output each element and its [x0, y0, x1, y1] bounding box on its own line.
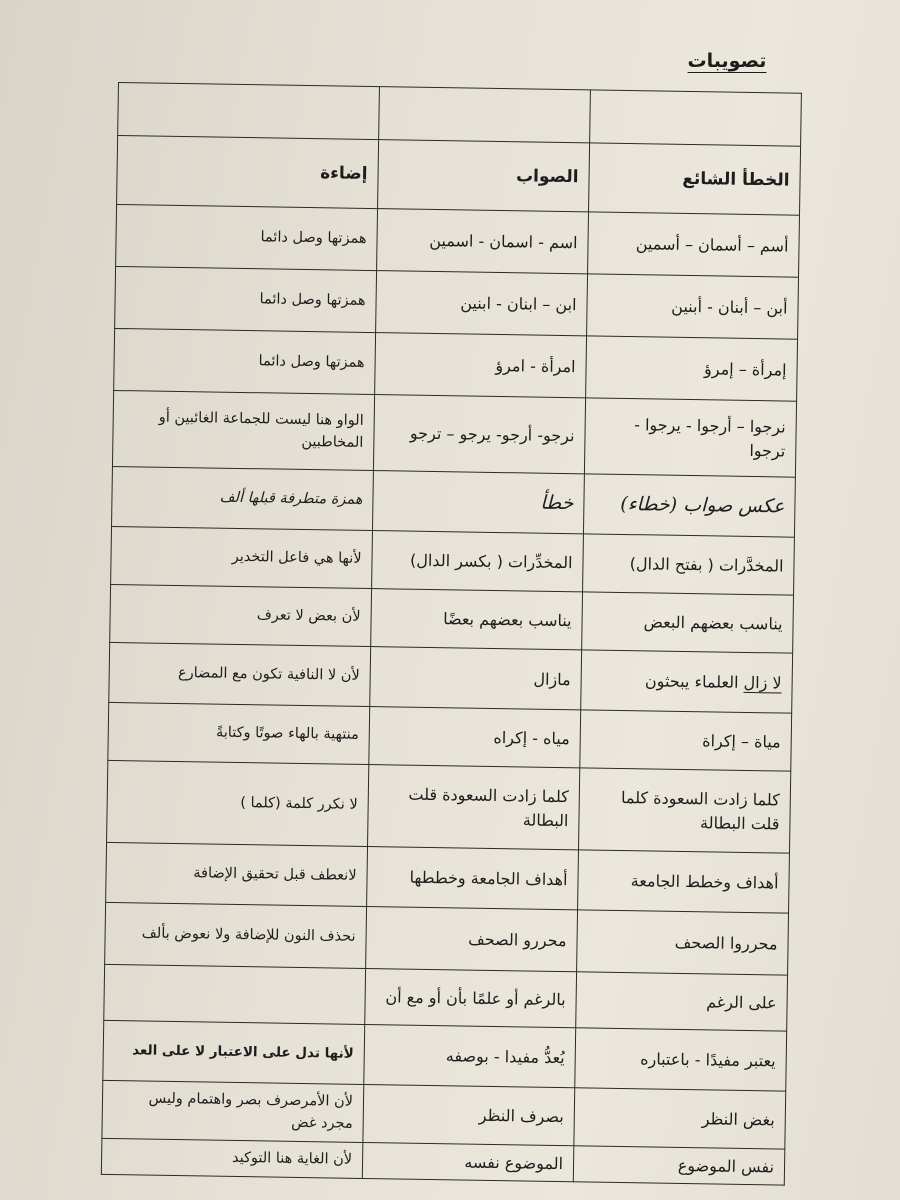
correct-cell: الموضوع نفسه [362, 1142, 574, 1181]
error-rest: العلماء يبحثون [644, 671, 739, 692]
table-row [105, 902, 789, 975]
note-cell: لا نكرر كلمة (كلما ) [107, 760, 369, 846]
correct-cell: بصرف النظر [363, 1084, 575, 1145]
table-row [108, 702, 792, 771]
correct-cell: يُعدُّ مفيدا - بوصفه [364, 1024, 576, 1087]
table-row-handwritten [112, 466, 796, 537]
table-row [107, 760, 791, 853]
correct-cell: مياه - إكراه [369, 707, 581, 768]
error-cell: نرجوا – أرجوا - يرجوا - ترجوا [584, 398, 796, 477]
table-row [111, 526, 795, 595]
note-cell: همزتها وصل دائما [115, 266, 377, 332]
correct-cell: اسم - اسمان - اسمين [377, 209, 589, 274]
note-cell: همزتها وصل دائما [116, 204, 378, 270]
error-cell: يعتبر مفيدًا - باعتباره [575, 1028, 787, 1091]
correct-cell: امرأة - امرؤ [375, 333, 587, 398]
note-cell: لأنها هي فاعل التخدير [111, 526, 373, 588]
note-cell: لأن الغاية هنا التوكيد [101, 1138, 363, 1178]
error-cell: أبن – أبنان - أبنين [587, 274, 799, 339]
error-cell: إمرأة – إمرؤ [586, 336, 798, 401]
correct-cell: خطأ [372, 471, 584, 534]
table-row [112, 390, 796, 477]
error-cell: أهداف وخطط الجامعة [578, 850, 790, 913]
error-cell: أسم – أسمان – أسمين [588, 212, 800, 277]
error-cell: عكس صواب (خطاء) [583, 474, 795, 537]
page-title: تصويبات [687, 50, 767, 72]
correct-cell: مازال [370, 647, 582, 710]
error-cell [581, 650, 793, 713]
note-cell: نحذف النون للإضافة ولا نعوض بألف [105, 902, 367, 968]
correct-cell: بالرغم أو علمًا بأن أو مع أن [365, 968, 577, 1027]
correct-cell: المخدِّرات ( بكسر الدال) [372, 531, 584, 592]
note-cell: لأن الأمرصرف بصر واهتمام وليس مجرد غض [102, 1080, 364, 1142]
error-cell: مياة – إكراة [580, 710, 792, 771]
error-cell: على الرغم [576, 972, 788, 1031]
note-cell: لأن لا النافية تكون مع المضارع [109, 642, 371, 706]
error-underlined-part: لا زال [743, 672, 782, 693]
header-note: إضاءة [117, 136, 379, 209]
note-cell: همزتها وصل دائما [114, 328, 376, 394]
correct-cell: كلما زادت السعودة قلت البطالة [368, 765, 580, 850]
note-cell: لانعطف قبل تحقيق الإضافة [106, 842, 368, 906]
error-cell: نفس الموضوع [573, 1146, 785, 1185]
correct-cell: أهداف الجامعة وخططها [367, 847, 579, 910]
error-cell: كلما زادت السعودة كلما قلت البطالة [578, 768, 790, 853]
table-row [116, 204, 800, 277]
error-cell: المخدَّرات ( بفتح الدال) [583, 534, 795, 595]
note-cell [104, 964, 366, 1024]
table-header [117, 136, 801, 216]
error-cell: محرروا الصحف [577, 910, 789, 975]
table-row [102, 1080, 786, 1149]
table-row [106, 842, 790, 913]
table-row [114, 328, 798, 401]
table-row [109, 642, 793, 713]
error-cell: يناسب بعضهم البعض [582, 592, 794, 653]
correct-cell: نرجو- أرجو- يرجو – ترجو [373, 395, 585, 474]
note-cell: منتهية بالهاء صوتًا وكتابةً [108, 702, 370, 764]
correct-cell: محررو الصحف [366, 907, 578, 972]
note-cell: الواو هنا ليست للجماعة الغائبين أو المخاطبين [112, 390, 374, 470]
table-row [115, 266, 799, 339]
correct-cell: يناسب بعضهم بعضًا [371, 589, 583, 650]
correct-cell: ابن – ابنان - ابنين [376, 271, 588, 336]
error-cell: بغض النظر [574, 1088, 786, 1149]
header-correct: الصواب [378, 140, 590, 212]
note-cell: لأنها تدل على الاعتبار لا على العد [103, 1020, 365, 1084]
note-cell: همزة متطرفة قبلها ألف [112, 466, 374, 530]
corrections-table [101, 82, 802, 1186]
table-row [110, 584, 794, 653]
header-error: الخطأ الشائع [589, 143, 801, 215]
note-cell: لأن بعض لا تعرف [110, 584, 372, 646]
table-row [103, 1020, 787, 1091]
